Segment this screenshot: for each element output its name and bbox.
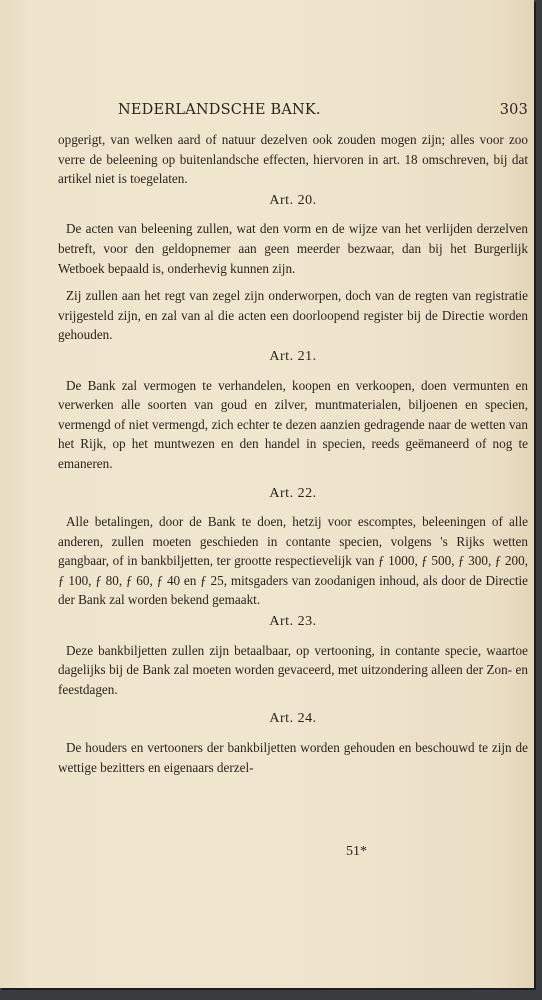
paragraph: Zij zullen aan het regt van zegel zijn onderworpen, doch van de regten van registratie vrijgesteld zijn, en zal van al die acten een doorloopend register bij de Directie worden gehouden. xyxy=(58,288,528,343)
article-heading: Art. 20. xyxy=(269,192,317,208)
paragraph: opgerigt, van welken aard of natuur dezelven ook zouden mogen zijn; alles voor zoo verre de beleening op buitenlandsche effecten, hiervoren in art. 18 omschreven, bij dat artikel niet is toegelaten. xyxy=(58,132,528,187)
page-number: 303 xyxy=(499,102,528,118)
article-heading: Art. 22. xyxy=(269,485,317,501)
article-heading: Art. 21. xyxy=(269,348,317,364)
paragraph: Deze bankbiljetten zullen zijn betaalbaar, op vertooning, in contante specie, waartoe dagelijks bij de Bank zal moeten worden gevaceerd, met uitzondering alleen der Zon- en feestdagen. xyxy=(58,642,528,697)
article-heading: Art. 23. xyxy=(269,614,317,630)
paragraph: De houders en vertooners der bankbiljetten worden gehouden en beschouwd te zijn de wettige bezitters en eigenaars derzel- xyxy=(58,740,528,775)
page-header xyxy=(56,102,528,124)
paragraph: De acten van beleening zullen, wat den vorm en de wijze van het verlijden derzelven betreft, voor den geldopnemer aan geen meerder bezwaar, dan bij het Burgerlijk Wetboek bepaald is, onderhevig kunnen zijn. xyxy=(58,221,528,276)
paragraph: De Bank zal vermogen te verhandelen, koopen en verkoopen, doen vermunten en verwerken alle soorten van goud en zilver, muntmaterialen, biljoenen en specien, vermengd of niet vermengd, zich echter te dezen aanzien gedragende naar de wetten van het Rijk, op het muntwezen en den handel in specien, reeds geëmaneerd of nog te emaneren. xyxy=(58,377,528,471)
signature-mark: 51* xyxy=(346,844,367,859)
body-text xyxy=(58,130,528,777)
paragraph: Alle betalingen, door de Bank te doen, hetzij voor escomptes, beleeningen of alle anderen, zullen moeten geschieden in contante specien, volgens 's Rijks wetten gangbaar, of in bankbiljetten, ter grootte respectievelijk van ƒ 1000, ƒ 500, ƒ 300, ƒ 200, ƒ 100, ƒ 80, ƒ 60, ƒ 40 en ƒ 25, mitsgaders van zoodanigen inhoud, als door de Directie der Bank zal worden bekend gemaakt. xyxy=(58,514,528,608)
running-title: NEDERLANDSCHE BANK. xyxy=(118,102,321,118)
article-heading: Art. 24. xyxy=(269,711,317,727)
